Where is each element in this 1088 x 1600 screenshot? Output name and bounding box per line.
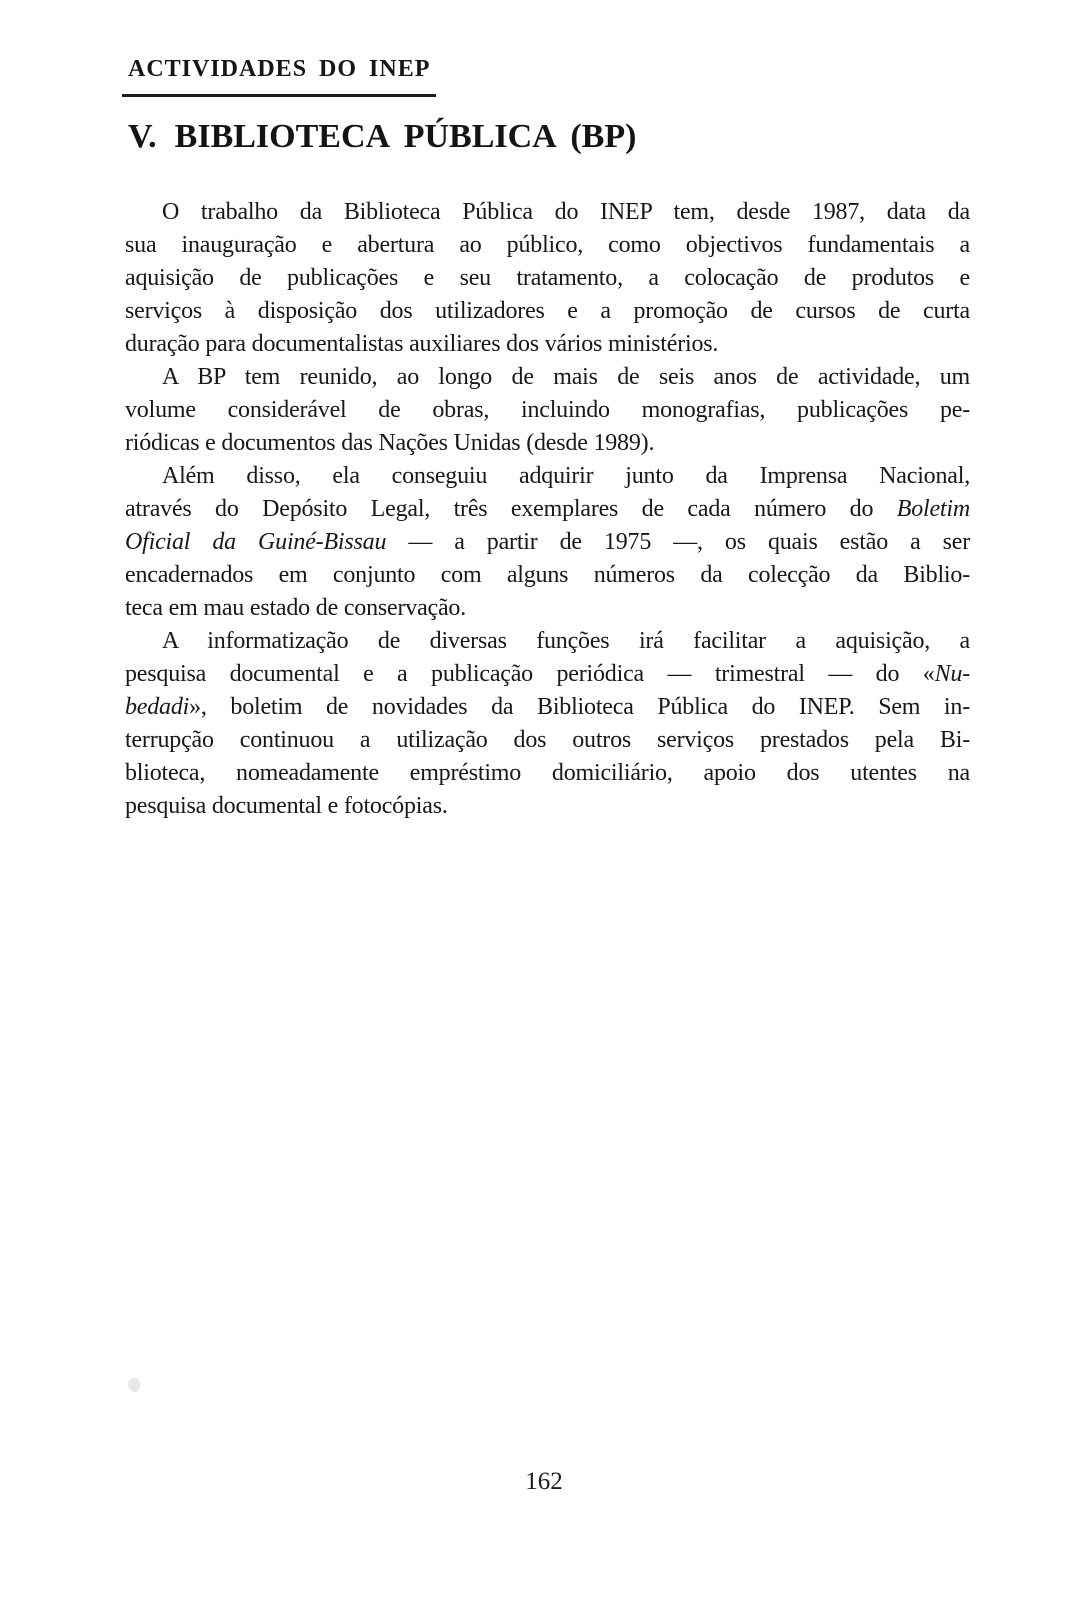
scan-artifact [128, 1378, 140, 1392]
text-segment: Além disso, ela conseguiu adquirir junto da Imprensa Nacional, [162, 463, 970, 489]
text-segment: blioteca, nomeadamente empréstimo domiciliário, apoio dos utentes na [125, 760, 970, 786]
text-line [125, 658, 970, 691]
text-segment: riódicas e documentos das Nações Unidas (desde 1989). [125, 430, 655, 456]
text-segment: A informatização de diversas funções irá facilitar a aquisição, a [162, 628, 970, 654]
text-segment: serviços à disposição dos utilizadores e a promoção de cursos de curta [125, 298, 970, 324]
text-line [125, 592, 970, 625]
italic-text-segment: bedadi [125, 694, 190, 720]
header-rule [122, 94, 436, 97]
text-segment: volume considerável de obras, incluindo monografias, publicações pe- [125, 397, 970, 423]
text-line [125, 394, 970, 427]
section-number: V. [128, 118, 157, 155]
text-line [125, 328, 970, 361]
section-title-text: BIBLIOTECA PÚBLICA (BP) [174, 118, 637, 155]
body-text [125, 196, 970, 823]
page-number: 162 [525, 1468, 563, 1495]
section-title [128, 118, 636, 156]
text-line [125, 493, 970, 526]
text-line [125, 757, 970, 790]
text-line [125, 724, 970, 757]
text-segment: A BP tem reunido, ao longo de mais de seis anos de actividade, um [162, 364, 970, 390]
italic-text-segment: Oficial da Guiné-Bissau [125, 529, 387, 555]
text-segment: pesquisa documental e a publicação periódica — trimestral — do « [125, 661, 935, 687]
running-header: ACTIVIDADES DO INEP [128, 56, 431, 82]
text-line [125, 196, 970, 229]
text-segment: », boletim de novidades da Biblioteca Pública do INEP. Sem in- [189, 694, 970, 720]
text-line [125, 460, 970, 493]
text-line [125, 691, 970, 724]
text-segment: aquisição de publicações e seu tratamento, a colocação de produtos e [125, 265, 970, 291]
text-segment: duração para documentalistas auxiliares dos vários ministérios. [125, 331, 719, 357]
text-segment: teca em mau estado de conservação. [125, 595, 467, 621]
text-line [125, 790, 970, 823]
text-line [125, 559, 970, 592]
text-line [125, 526, 970, 559]
text-line [125, 427, 970, 460]
text-line [125, 625, 970, 658]
text-segment: através do Depósito Legal, três exemplares de cada número do [125, 496, 897, 522]
italic-text-segment: Boletim [896, 496, 970, 522]
text-line [125, 262, 970, 295]
text-segment: sua inauguração e abertura ao público, como objectivos fundamentais a [125, 232, 970, 258]
text-segment: pesquisa documental e fotocópias. [125, 793, 448, 819]
text-segment: terrupção continuou a utilização dos outros serviços prestados pela Bi- [125, 727, 970, 753]
text-line [125, 229, 970, 262]
text-line [125, 295, 970, 328]
text-segment: O trabalho da Biblioteca Pública do INEP tem, desde 1987, data da [162, 199, 970, 225]
italic-text-segment: Nu- [934, 661, 970, 687]
text-segment: — a partir de 1975 —, os quais estão a ser [386, 529, 970, 555]
text-line [125, 361, 970, 394]
text-segment: encadernados em conjunto com alguns números da colecção da Biblio- [125, 562, 970, 588]
